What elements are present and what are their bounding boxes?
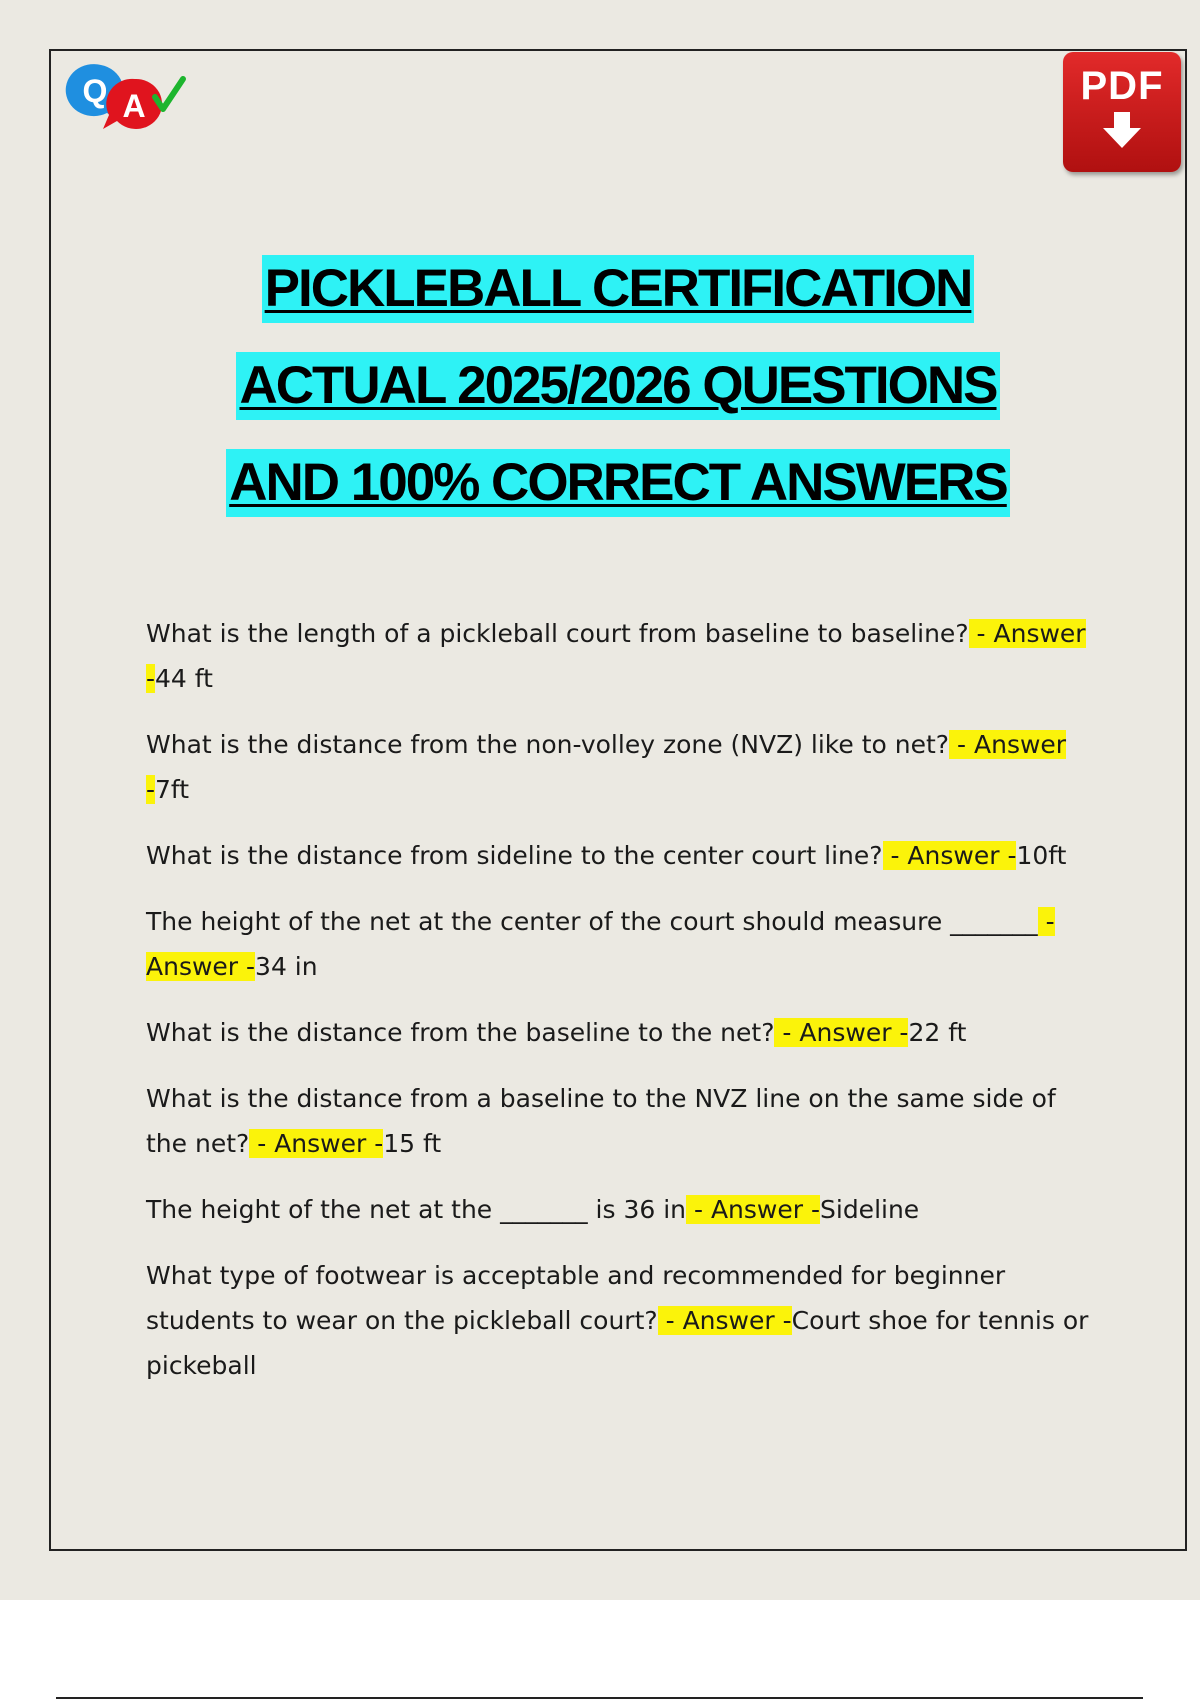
svg-text:Q: Q <box>82 73 108 109</box>
question-text: What is the length of a pickleball court from baseline to baseline? <box>146 619 969 648</box>
answer-marker: - Answer - <box>774 1018 909 1047</box>
document-title <box>49 240 1187 531</box>
title-line <box>49 434 1187 531</box>
answer-text: 44 ft <box>155 664 213 693</box>
qa-item <box>146 722 1096 812</box>
qa-list <box>146 611 1096 1409</box>
question-text: What is the distance from the baseline to the net? <box>146 1018 775 1047</box>
answer-text: 7ft <box>155 775 190 804</box>
question-text: The height of the net at the _______ is 36 in <box>146 1195 687 1224</box>
qa-item <box>146 611 1096 701</box>
pdf-label: PDF <box>1080 64 1164 108</box>
title-line-text: ACTUAL 2025/2026 QUESTIONS <box>236 352 999 420</box>
answer-marker: - Answer - <box>249 1129 384 1158</box>
qa-item <box>146 1253 1096 1388</box>
qa-item <box>146 1076 1096 1166</box>
answer-text: 10ft <box>1016 841 1067 870</box>
pdf-download-badge[interactable] <box>1063 52 1181 172</box>
qa-item <box>146 833 1096 878</box>
answer-text: 22 ft <box>908 1018 967 1047</box>
question-text: What is the distance from sideline to the center court line? <box>146 841 883 870</box>
download-arrow-icon <box>1063 110 1181 150</box>
answer-marker: - Answer - <box>146 907 1055 981</box>
qa-logo-icon <box>63 57 188 132</box>
title-line <box>49 337 1187 434</box>
answer-marker: - Answer - <box>146 730 1067 804</box>
title-line-text: AND 100% CORRECT ANSWERS <box>226 449 1010 517</box>
answer-text: Sideline <box>820 1195 920 1224</box>
answer-marker: - Answer - <box>657 1306 792 1335</box>
svg-text:A: A <box>122 88 146 124</box>
qa-item <box>146 899 1096 989</box>
answer-marker: - Answer - <box>686 1195 820 1224</box>
qa-item <box>146 1187 1096 1232</box>
question-text: What is the distance from the non-volley zone (NVZ) like to net? <box>146 730 950 759</box>
question-text: What type of footwear is acceptable and recommended for beginner students to wear on the pickleball court? <box>146 1261 1006 1335</box>
question-text: What is the distance from a baseline to the NVZ line on the same side of the net? <box>146 1084 1056 1158</box>
answer-marker: - Answer - <box>882 841 1017 870</box>
qa-item <box>146 1010 1096 1055</box>
title-line-text: PICKLEBALL CERTIFICATION <box>262 255 975 323</box>
answer-marker: - Answer - <box>146 619 1086 693</box>
answer-text: 34 in <box>255 952 318 981</box>
question-text: The height of the net at the center of the court should measure _______ <box>146 907 1038 936</box>
answer-text: Court shoe for tennis or pickeball <box>146 1306 1089 1380</box>
answer-text: 15 ft <box>383 1129 442 1158</box>
title-line <box>49 240 1187 337</box>
page-bottom-divider <box>56 1697 1143 1699</box>
